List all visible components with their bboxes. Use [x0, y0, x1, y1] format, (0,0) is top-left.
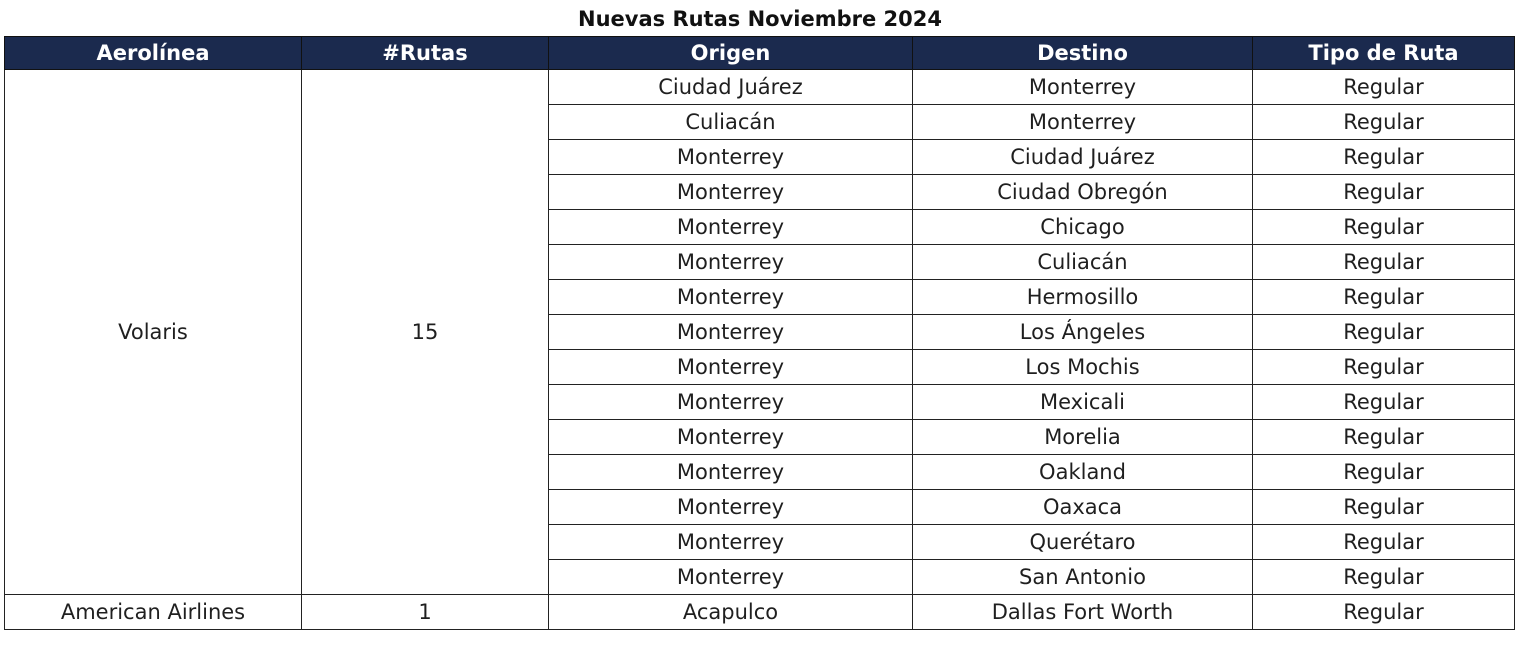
route-type-cell: Regular	[1253, 140, 1515, 175]
origin-cell: Monterrey	[549, 315, 913, 350]
origin-cell: Culiacán	[549, 105, 913, 140]
route-type-cell: Regular	[1253, 420, 1515, 455]
origin-cell: Monterrey	[549, 525, 913, 560]
origin-cell: Monterrey	[549, 175, 913, 210]
origin-cell: Monterrey	[549, 455, 913, 490]
route-type-cell: Regular	[1253, 280, 1515, 315]
origin-cell: Monterrey	[549, 280, 913, 315]
origin-cell: Ciudad Juárez	[549, 70, 913, 105]
origin-cell: Monterrey	[549, 385, 913, 420]
route-count-cell: 1	[302, 595, 549, 630]
airline-cell: American Airlines	[5, 595, 302, 630]
airline-cell: Volaris	[5, 70, 302, 595]
header-route-type: Tipo de Ruta	[1253, 37, 1515, 70]
route-type-cell: Regular	[1253, 350, 1515, 385]
route-type-cell: Regular	[1253, 210, 1515, 245]
route-type-cell: Regular	[1253, 490, 1515, 525]
destination-cell: Mexicali	[913, 385, 1253, 420]
origin-cell: Monterrey	[549, 490, 913, 525]
destination-cell: Dallas Fort Worth	[913, 595, 1253, 630]
header-row	[5, 37, 1515, 70]
origin-cell: Monterrey	[549, 140, 913, 175]
routes-body	[5, 70, 1515, 630]
route-type-cell: Regular	[1253, 595, 1515, 630]
routes-table	[4, 36, 1515, 630]
destination-cell: Querétaro	[913, 525, 1253, 560]
destination-cell: Culiacán	[913, 245, 1253, 280]
destination-cell: Monterrey	[913, 70, 1253, 105]
destination-cell: Ciudad Obregón	[913, 175, 1253, 210]
destination-cell: San Antonio	[913, 560, 1253, 595]
route-type-cell: Regular	[1253, 105, 1515, 140]
header-destination: Destino	[913, 37, 1253, 70]
origin-cell: Monterrey	[549, 350, 913, 385]
route-count-cell: 15	[302, 70, 549, 595]
header-origin: Origen	[549, 37, 913, 70]
origin-cell: Monterrey	[549, 210, 913, 245]
header-airline: Aerolínea	[5, 37, 302, 70]
origin-cell: Monterrey	[549, 560, 913, 595]
route-type-cell: Regular	[1253, 560, 1515, 595]
destination-cell: Chicago	[913, 210, 1253, 245]
origin-cell: Monterrey	[549, 245, 913, 280]
table-title: Nuevas Rutas Noviembre 2024	[578, 7, 942, 31]
destination-cell: Oakland	[913, 455, 1253, 490]
route-type-cell: Regular	[1253, 385, 1515, 420]
destination-cell: Morelia	[913, 420, 1253, 455]
table-row	[5, 70, 1515, 105]
header-route-count: #Rutas	[302, 37, 549, 70]
route-type-cell: Regular	[1253, 315, 1515, 350]
destination-cell: Los Mochis	[913, 350, 1253, 385]
origin-cell: Acapulco	[549, 595, 913, 630]
destination-cell: Monterrey	[913, 105, 1253, 140]
route-type-cell: Regular	[1253, 455, 1515, 490]
destination-cell: Hermosillo	[913, 280, 1253, 315]
origin-cell: Monterrey	[549, 420, 913, 455]
destination-cell: Los Ángeles	[913, 315, 1253, 350]
route-type-cell: Regular	[1253, 175, 1515, 210]
route-type-cell: Regular	[1253, 70, 1515, 105]
destination-cell: Ciudad Juárez	[913, 140, 1253, 175]
destination-cell: Oaxaca	[913, 490, 1253, 525]
table-row	[5, 595, 1515, 630]
route-type-cell: Regular	[1253, 525, 1515, 560]
route-type-cell: Regular	[1253, 245, 1515, 280]
